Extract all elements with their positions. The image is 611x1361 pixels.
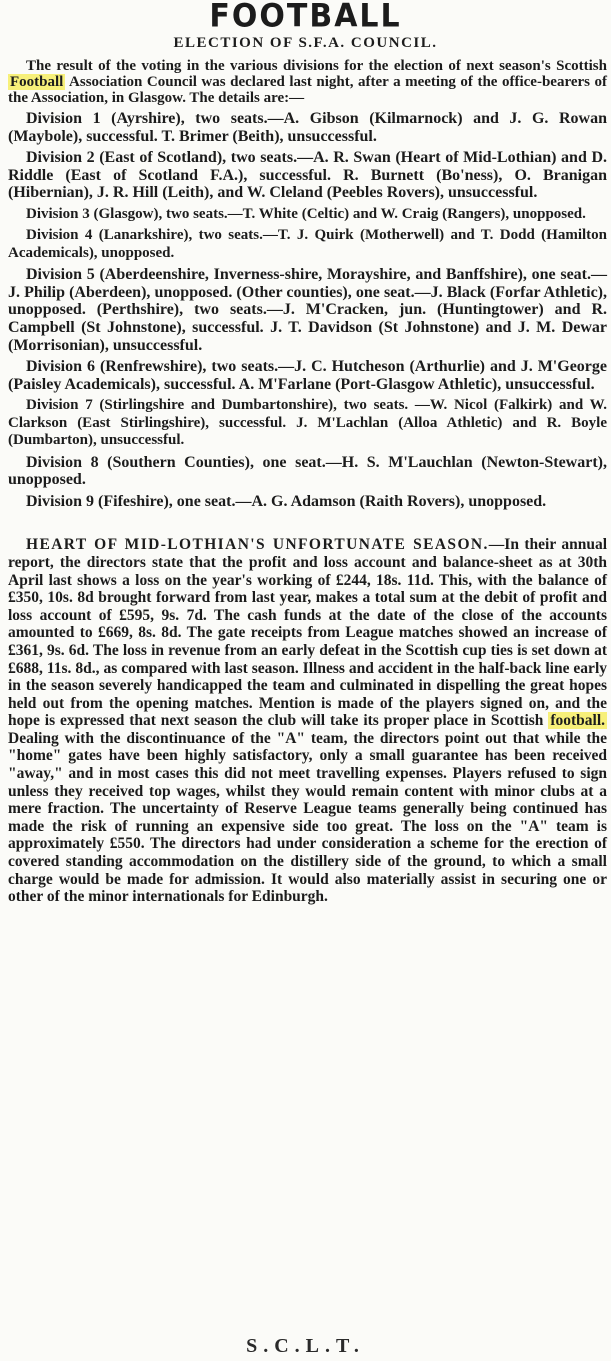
division-7-result: Division 7 (Stirlingshire and Dumbartonshire), two seats. —W. Nicol (Falkirk) and W. Clarkson (East Stirlingshire), successful. J. M'Lachlan (Alloa Athletic) and R. Boyle (Dumbarton), unsuccessful.: [8, 397, 607, 449]
article-column: [0, 58, 611, 906]
masthead-title: FOOTBALL: [209, 0, 402, 36]
intro-text-after: Association Council was declared last night, after a meeting of the office-bearers of the Association, in Glasgow. The details are:—: [8, 74, 607, 106]
division-8-result: Division 8 (Southern Counties), one seat.—H. S. M'Lauchlan (Newton-Stewart), unopposed.: [8, 453, 607, 489]
article-lead-heading: HEART OF MID-LOTHIAN'S UNFORTUNATE SEASON.: [26, 536, 489, 554]
article-text-part2: Dealing with the discontinuance of the "A" team, the directors point out that while the "home" gates have been highly satisfactory, only a small guarantee has been received "away," and in most cases this did not meet travelling expenses. Players refused to sign unless they received top wages, whilst they would remain content with minor clubs at a mere fraction. The uncertainty of Reserve League teams generally being continued has made the risk of running an expensive side too great. The loss on the "A" team is approximately £550. The directors had under consideration a scheme for the erection of covered standing accommodation on the distillery side of the ground, to which a small charge would be made for admission. It would also materially assist in securing one or other of the minor internationals for Edinburgh.: [8, 729, 607, 906]
division-5-result: Division 5 (Aberdeenshire, Inverness-shire, Morayshire, and Banffshire), one seat.—J. Philip (Aberdeen), unopposed. (Other counties), one seat.—J. Black (Forfar Athletic), unopposed. (Perthshire), two seats.—J. M'Cracken, jun. (Huntingtower) and R. Campbell (St Johnstone), successful. J. T. Davidson (St Johnstone) and J. M. Dewar (Morrisonian), unsuccessful.: [8, 266, 607, 354]
division-9-result: Division 9 (Fifeshire), one seat.—A. G. Adamson (Raith Rovers), unopposed.: [26, 492, 547, 510]
next-heading-cropped: S.C.L.T.: [246, 1335, 365, 1357]
intro-paragraph: [8, 58, 607, 106]
search-highlight: football.: [550, 712, 605, 730]
division-3-result: Division 3 (Glasgow), two seats.—T. White (Celtic) and W. Craig (Rangers), unopposed.: [26, 205, 586, 222]
article-text-part1: —In their annual report, the directors state that the profit and loss account and balance-sheet as at 30th April last shows a loss on the year's working of £244, 18s. 11d. This, with the balance of £350, 10s. 8d brought forward from last year, makes a total sum at the debit of profit and loss account of £595, 9s. 7d. The cash funds at the date of the close of the accounts amounted to £669, 8s. 8d. The gate receipts from League matches showed an increase of £361, 9s. 6d. The loss in revenue from an early defeat in the Scottish cup ties is set down at £688, 11s. 8d., as compared with last season. Illness and accident in the half-back line early in the season severely handicapped the team and culminated in dispelling the great hopes held out from the opening matches. Mention is made of the players signed on, and the hope is expressed that next season the club will take its proper place in Scottish: [8, 536, 608, 730]
section-subheading: ELECTION OF S.F.A. COUNCIL.: [173, 35, 438, 51]
division-6-result: Division 6 (Renfrewshire), two seats.—J. C. Hutcheson (Arthurlie) and J. M'George (Paisley Academicals), successful. A. M'Farlane (Port-Glasgow Athletic), unsuccessful.: [8, 358, 607, 393]
section-gap: [8, 514, 607, 536]
hearts-season-article: [8, 536, 607, 905]
division-4-result: Division 4 (Lanarkshire), two seats.—T. J. Quirk (Motherwell) and T. Dodd (Hamilton Academicals), unopposed.: [8, 227, 607, 261]
search-highlight: Football: [10, 74, 64, 90]
division-1-result: Division 1 (Ayrshire), two seats.—A. Gibson (Kilmarnock) and J. G. Rowan (Maybole), successful. T. Brimer (Beith), unsuccessful.: [8, 110, 607, 145]
division-2-result: Division 2 (East of Scotland), two seats.—A. R. Swan (Heart of Mid-Lothian) and D. Riddle (East of Scotland F.A.), successful. R. Burnett (Bo'ness), O. Branigan (Hibernian), J. R. Hill (Leith), and W. Cleland (Peebles Rovers), unsuccessful.: [8, 149, 607, 202]
intro-text-before: The result of the voting in the various divisions for the election of next season's Scottish: [26, 58, 607, 74]
